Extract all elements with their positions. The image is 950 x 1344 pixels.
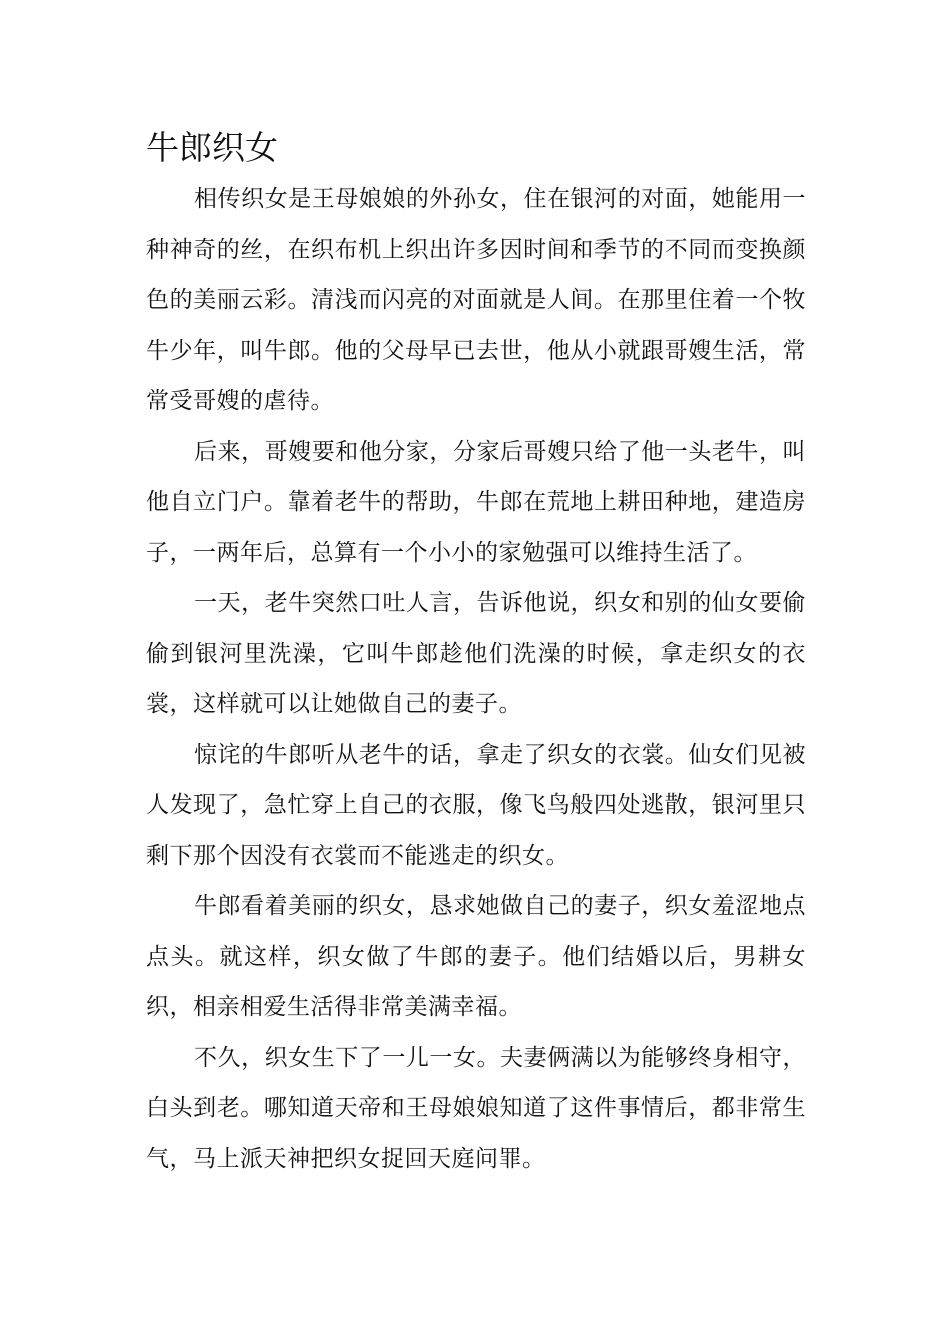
paragraph-6: 不久，织女生下了一儿一女。夫妻俩满以为能够终身相守，白头到老。哪知道天帝和王母娘娘知道了这件事情后，都非常生气，马上派天神把织女捉回天庭问罪。 (146, 1044, 806, 1172)
paragraph-5: 牛郎看着美丽的织女，恳求她做自己的妻子，织女羞涩地点点头。就这样，织女做了牛郎的妻子。他们结婚以后，男耕女织，相亲相爱生活得非常美满幸福。 (146, 893, 806, 1020)
paragraph-4: 惊诧的牛郎听从老牛的话，拿走了织女的衣裳。仙女们见被人发现了，急忙穿上自己的衣服，像飞鸟般四处逃散，银河里只剩下那个因没有衣裳而不能逃走的织女。 (146, 741, 806, 869)
document-page (146, 122, 806, 1184)
paragraph-1: 相传织女是王母娘娘的外孙女，住在银河的对面，她能用一种神奇的丝，在织布机上织出许多因时间和季节的不同而变换颜色的美丽云彩。清浅而闪亮的对面就是人间。在那里住着一个牧牛少年，叫牛郎。他的父母早已去世，他从小就跟哥嫂生活，常常受哥嫂的虐待。 (146, 186, 806, 414)
document-title: 牛郎织女 (146, 128, 278, 167)
paragraph-2: 后来，哥嫂要和他分家，分家后哥嫂只给了他一头老牛，叫他自立门户。靠着老牛的帮助，牛郎在荒地上耕田种地，建造房子，一两年后，总算有一个小小的家勉强可以维持生活了。 (146, 438, 806, 566)
paragraph-3: 一天，老牛突然口吐人言，告诉他说，织女和别的仙女要偷偷到银河里洗澡，它叫牛郎趁他们洗澡的时候，拿走织女的衣裳，这样就可以让她做自己的妻子。 (146, 590, 806, 717)
